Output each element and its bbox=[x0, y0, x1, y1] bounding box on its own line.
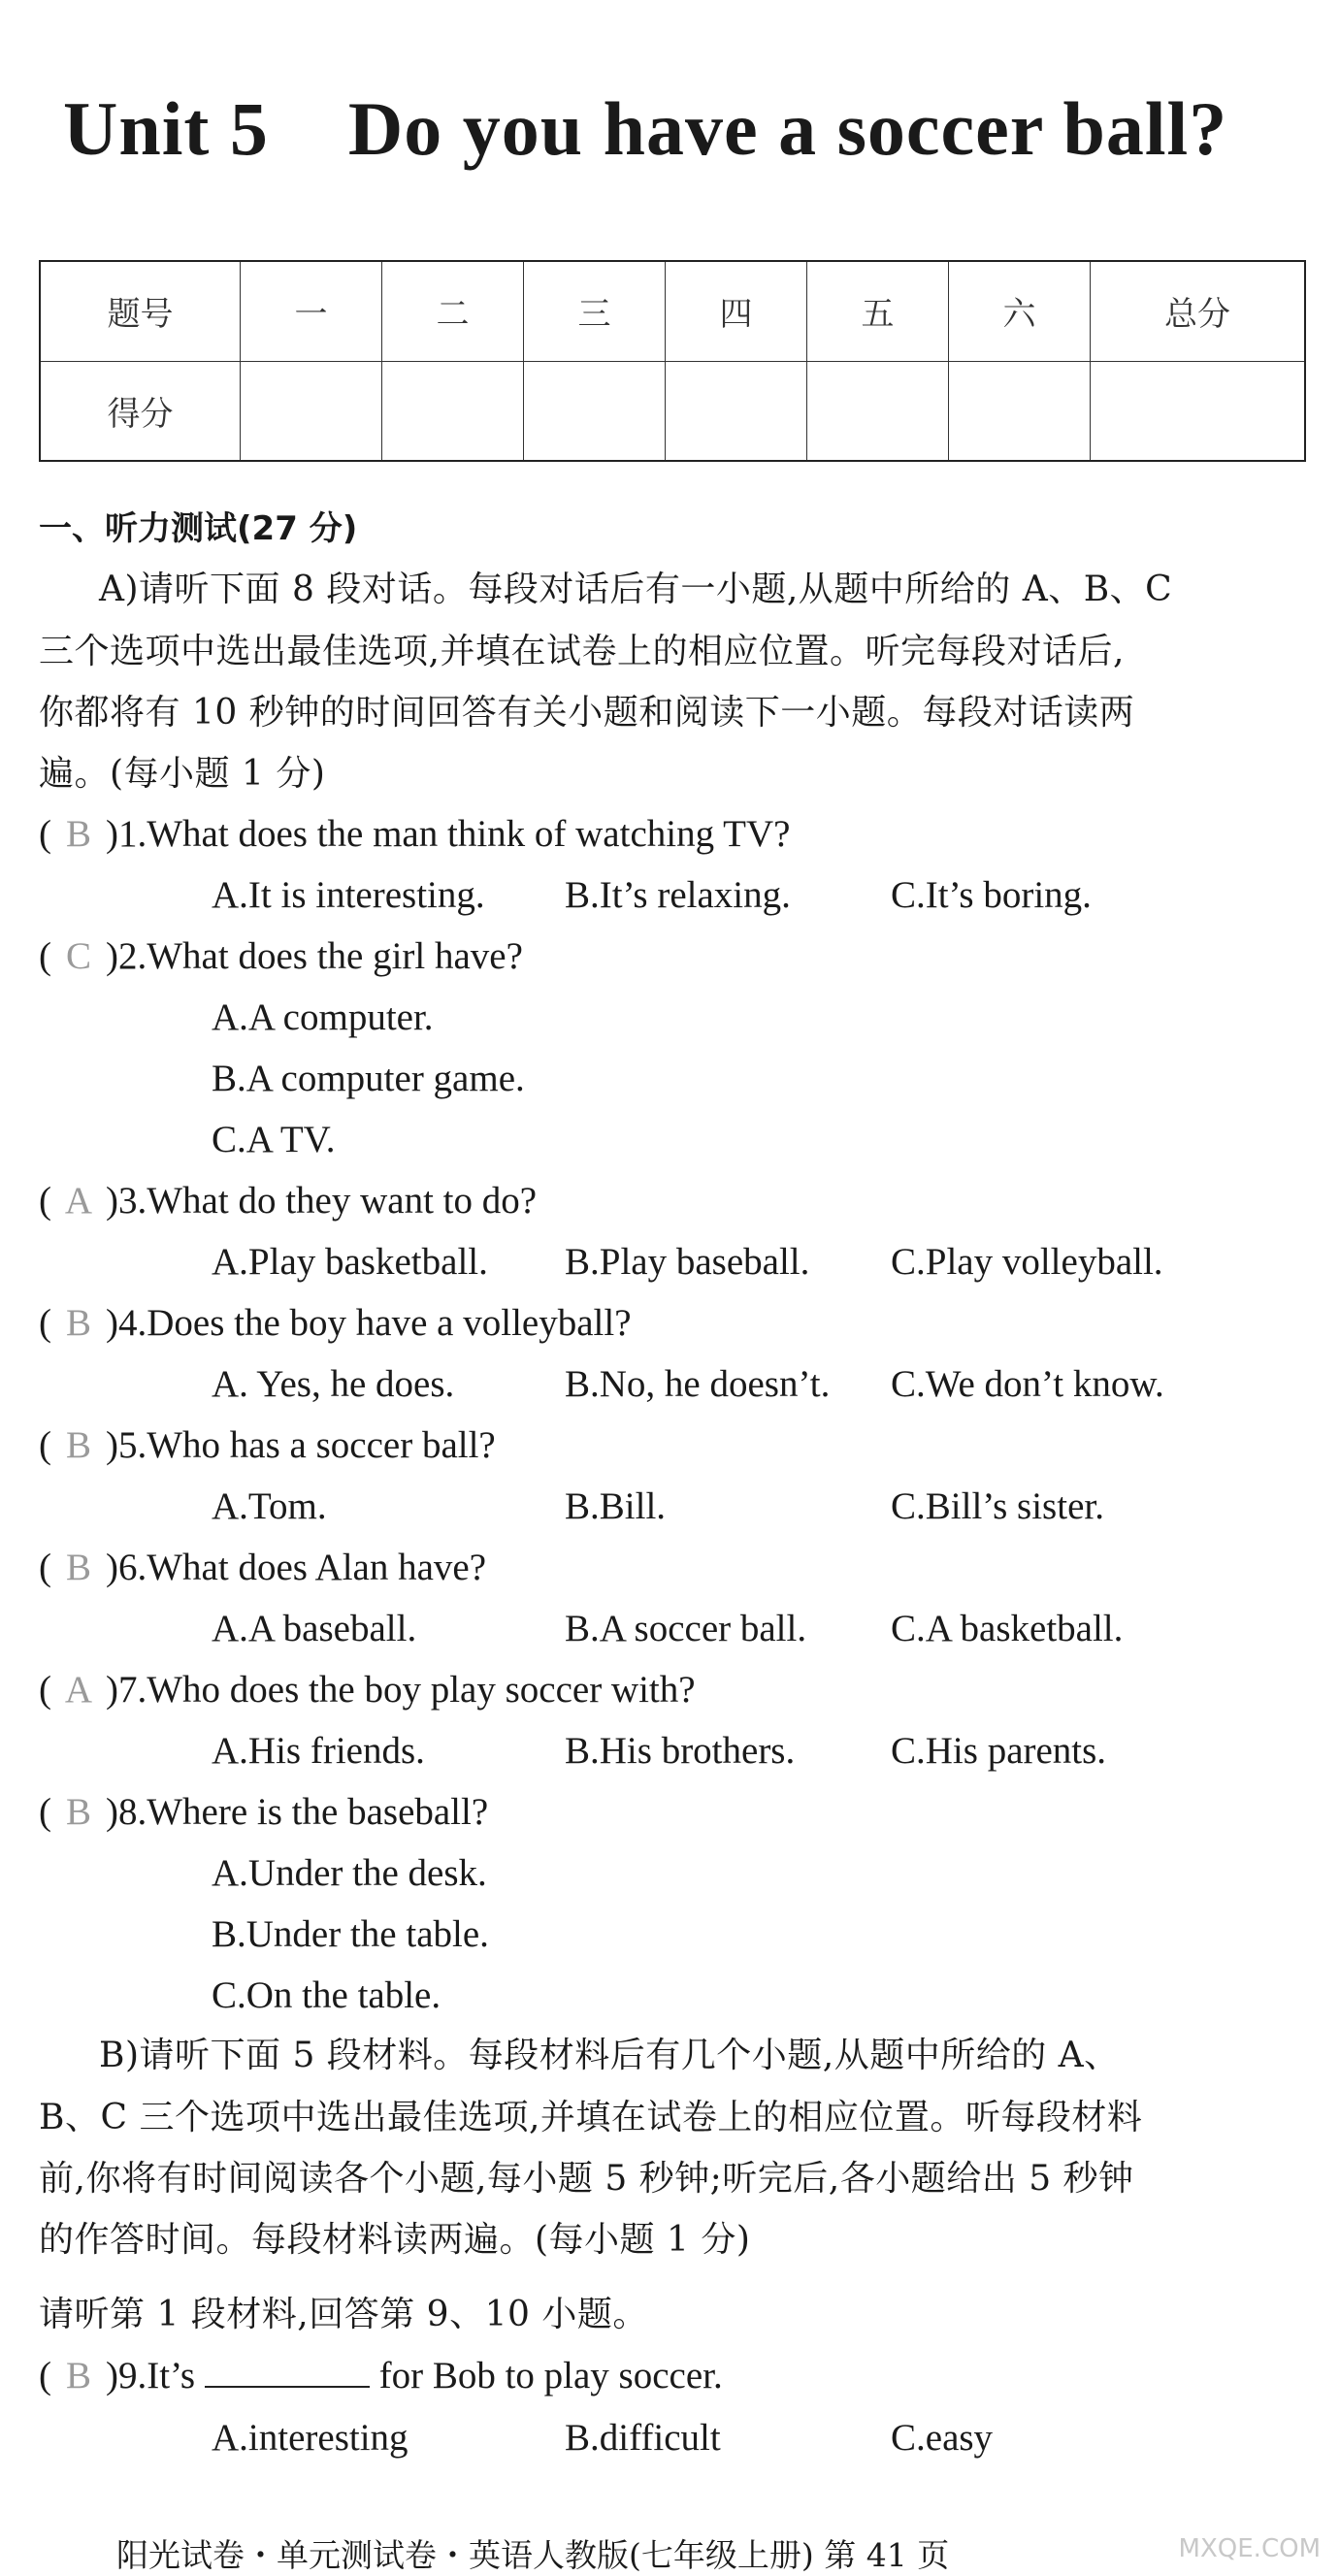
answer-mark[interactable]: B bbox=[65, 2355, 91, 2397]
header-cell: 三 bbox=[524, 261, 666, 361]
question-9: ( B )9.It’s for Bob to play soccer. bbox=[39, 2347, 723, 2405]
header-cell: 总分 bbox=[1091, 261, 1306, 361]
question-4: ( B )4.Does the boy have a volleyball? bbox=[39, 1294, 632, 1353]
answer-mark[interactable]: B bbox=[65, 1791, 91, 1833]
option-c[interactable]: C.Play volleyball. bbox=[891, 1241, 1163, 1283]
answer-mark[interactable]: A bbox=[64, 1180, 93, 1222]
score-cell[interactable] bbox=[241, 361, 382, 461]
section-heading: 一、听力测试(27 分) bbox=[39, 509, 358, 548]
part-b-line: B、C 三个选项中选出最佳选项,并填在试卷上的相应位置。听每段材料 bbox=[39, 2098, 1143, 2137]
option-b[interactable]: B.It’s relaxing. bbox=[565, 874, 791, 916]
option-a[interactable]: A.Play basketball. bbox=[212, 1241, 488, 1283]
answer-mark[interactable]: C bbox=[65, 935, 91, 977]
option-b[interactable]: B.Under the table. bbox=[212, 1913, 489, 1955]
question-5: ( B )5.Who has a soccer ball? bbox=[39, 1417, 496, 1475]
option-a[interactable]: A.A computer. bbox=[212, 996, 434, 1038]
question-text: 2.What does the girl have? bbox=[118, 935, 523, 977]
watermark: MXQE.COM bbox=[1178, 2534, 1321, 2563]
unit-title: Do you have a soccer ball? bbox=[347, 86, 1228, 171]
header-cell: 二 bbox=[382, 261, 524, 361]
option-c[interactable]: C.A basketball. bbox=[891, 1608, 1124, 1649]
answer-mark[interactable]: B bbox=[65, 1424, 91, 1466]
question-text: 8.Where is the baseball? bbox=[118, 1791, 489, 1833]
option-c[interactable]: C.We don’t know. bbox=[891, 1363, 1164, 1405]
question-6: ( B )6.What does Alan have? bbox=[39, 1539, 486, 1597]
option-a[interactable]: A.His friends. bbox=[212, 1730, 425, 1772]
answer-mark[interactable]: B bbox=[65, 813, 91, 855]
option-c[interactable]: C.easy bbox=[891, 2417, 994, 2459]
question-text: 4.Does the boy have a volleyball? bbox=[118, 1302, 632, 1344]
score-cell[interactable] bbox=[1091, 361, 1306, 461]
score-header-row bbox=[40, 261, 1305, 361]
question-text: 7.Who does the boy play soccer with? bbox=[118, 1669, 696, 1711]
answer-mark[interactable]: A bbox=[64, 1669, 93, 1711]
question-text: 3.What do they want to do? bbox=[118, 1180, 538, 1222]
score-table bbox=[39, 260, 1306, 462]
score-cell[interactable] bbox=[382, 361, 524, 461]
score-cell[interactable] bbox=[524, 361, 666, 461]
option-c[interactable]: C.His parents. bbox=[891, 1730, 1107, 1772]
answer-mark[interactable]: B bbox=[65, 1302, 91, 1344]
option-b[interactable]: B.A computer game. bbox=[212, 1058, 525, 1099]
header-cell: 六 bbox=[949, 261, 1091, 361]
option-a[interactable]: A.A baseball. bbox=[212, 1608, 417, 1649]
question-3: ( A )3.What do they want to do? bbox=[39, 1172, 537, 1230]
option-b[interactable]: B.Bill. bbox=[565, 1485, 667, 1527]
score-cell[interactable] bbox=[666, 361, 807, 461]
question-7: ( A )7.Who does the boy play soccer with? bbox=[39, 1661, 696, 1719]
question-8: ( B )8.Where is the baseball? bbox=[39, 1783, 488, 1842]
part-a-line: A)请听下面 8 段对话。每段对话后有一小题,从题中所给的 A、B、C bbox=[99, 570, 1173, 609]
option-c[interactable]: C.It’s boring. bbox=[891, 874, 1092, 916]
page-title bbox=[63, 85, 1295, 173]
score-row-label: 得分 bbox=[40, 361, 241, 461]
score-cell[interactable] bbox=[949, 361, 1091, 461]
option-b[interactable]: B.difficult bbox=[565, 2417, 721, 2459]
part-b-line: 的作答时间。每段材料读两遍。(每小题 1 分) bbox=[39, 2220, 751, 2260]
option-a[interactable]: A. Yes, he does. bbox=[212, 1363, 455, 1405]
question-2: ( C )2.What does the girl have? bbox=[39, 928, 523, 986]
option-b[interactable]: B.His brothers. bbox=[565, 1730, 796, 1772]
question-1: ( B )1.What does the man think of watching TV? bbox=[39, 805, 790, 864]
option-a[interactable]: A.Tom. bbox=[212, 1485, 327, 1527]
header-cell: 题号 bbox=[40, 261, 241, 361]
question-text: 1.What does the man think of watching TV? bbox=[118, 813, 791, 855]
question-text: 5.Who has a soccer ball? bbox=[118, 1424, 496, 1466]
fill-blank[interactable] bbox=[205, 2357, 370, 2388]
question-text: 9.It’s bbox=[118, 2355, 196, 2397]
page-footer: 阳光试卷・单元测试卷・英语人教版(七年级上册) 第 41 页 bbox=[116, 2536, 950, 2574]
part-a-line: 你都将有 10 秒钟的时间回答有关小题和阅读下一小题。每段对话读两 bbox=[39, 693, 1135, 733]
part-b-line: B)请听下面 5 段材料。每段材料后有几个小题,从题中所给的 A、 bbox=[99, 2036, 1120, 2075]
option-b[interactable]: B.No, he doesn’t. bbox=[565, 1363, 831, 1405]
option-c[interactable]: C.Bill’s sister. bbox=[891, 1485, 1104, 1527]
option-a[interactable]: A.interesting bbox=[212, 2417, 409, 2459]
part-b-line: 前,你将有时间阅读各个小题,每小题 5 秒钟;听完后,各小题给出 5 秒钟 bbox=[39, 2159, 1134, 2199]
option-c[interactable]: C.A TV. bbox=[212, 1119, 336, 1160]
part-a-line: 三个选项中选出最佳选项,并填在试卷上的相应位置。听完每段对话后, bbox=[39, 632, 1125, 671]
part-a-line: 遍。(每小题 1 分) bbox=[39, 754, 326, 794]
option-c[interactable]: C.On the table. bbox=[212, 1974, 441, 2016]
score-cell[interactable] bbox=[807, 361, 949, 461]
unit-label: Unit 5 bbox=[63, 86, 269, 171]
option-a[interactable]: A.It is interesting. bbox=[212, 874, 485, 916]
option-a[interactable]: A.Under the desk. bbox=[212, 1852, 487, 1894]
part-b-intro: 请听第 1 段材料,回答第 9、10 小题。 bbox=[39, 2295, 648, 2334]
option-b[interactable]: B.Play baseball. bbox=[565, 1241, 810, 1283]
answer-mark[interactable]: B bbox=[65, 1547, 91, 1588]
header-cell: 五 bbox=[807, 261, 949, 361]
header-cell: 四 bbox=[666, 261, 807, 361]
question-text: for Bob to play soccer. bbox=[378, 2355, 723, 2397]
option-b[interactable]: B.A soccer ball. bbox=[565, 1608, 807, 1649]
question-text: 6.What does Alan have? bbox=[118, 1547, 487, 1588]
header-cell: 一 bbox=[241, 261, 382, 361]
score-row bbox=[40, 361, 1305, 461]
